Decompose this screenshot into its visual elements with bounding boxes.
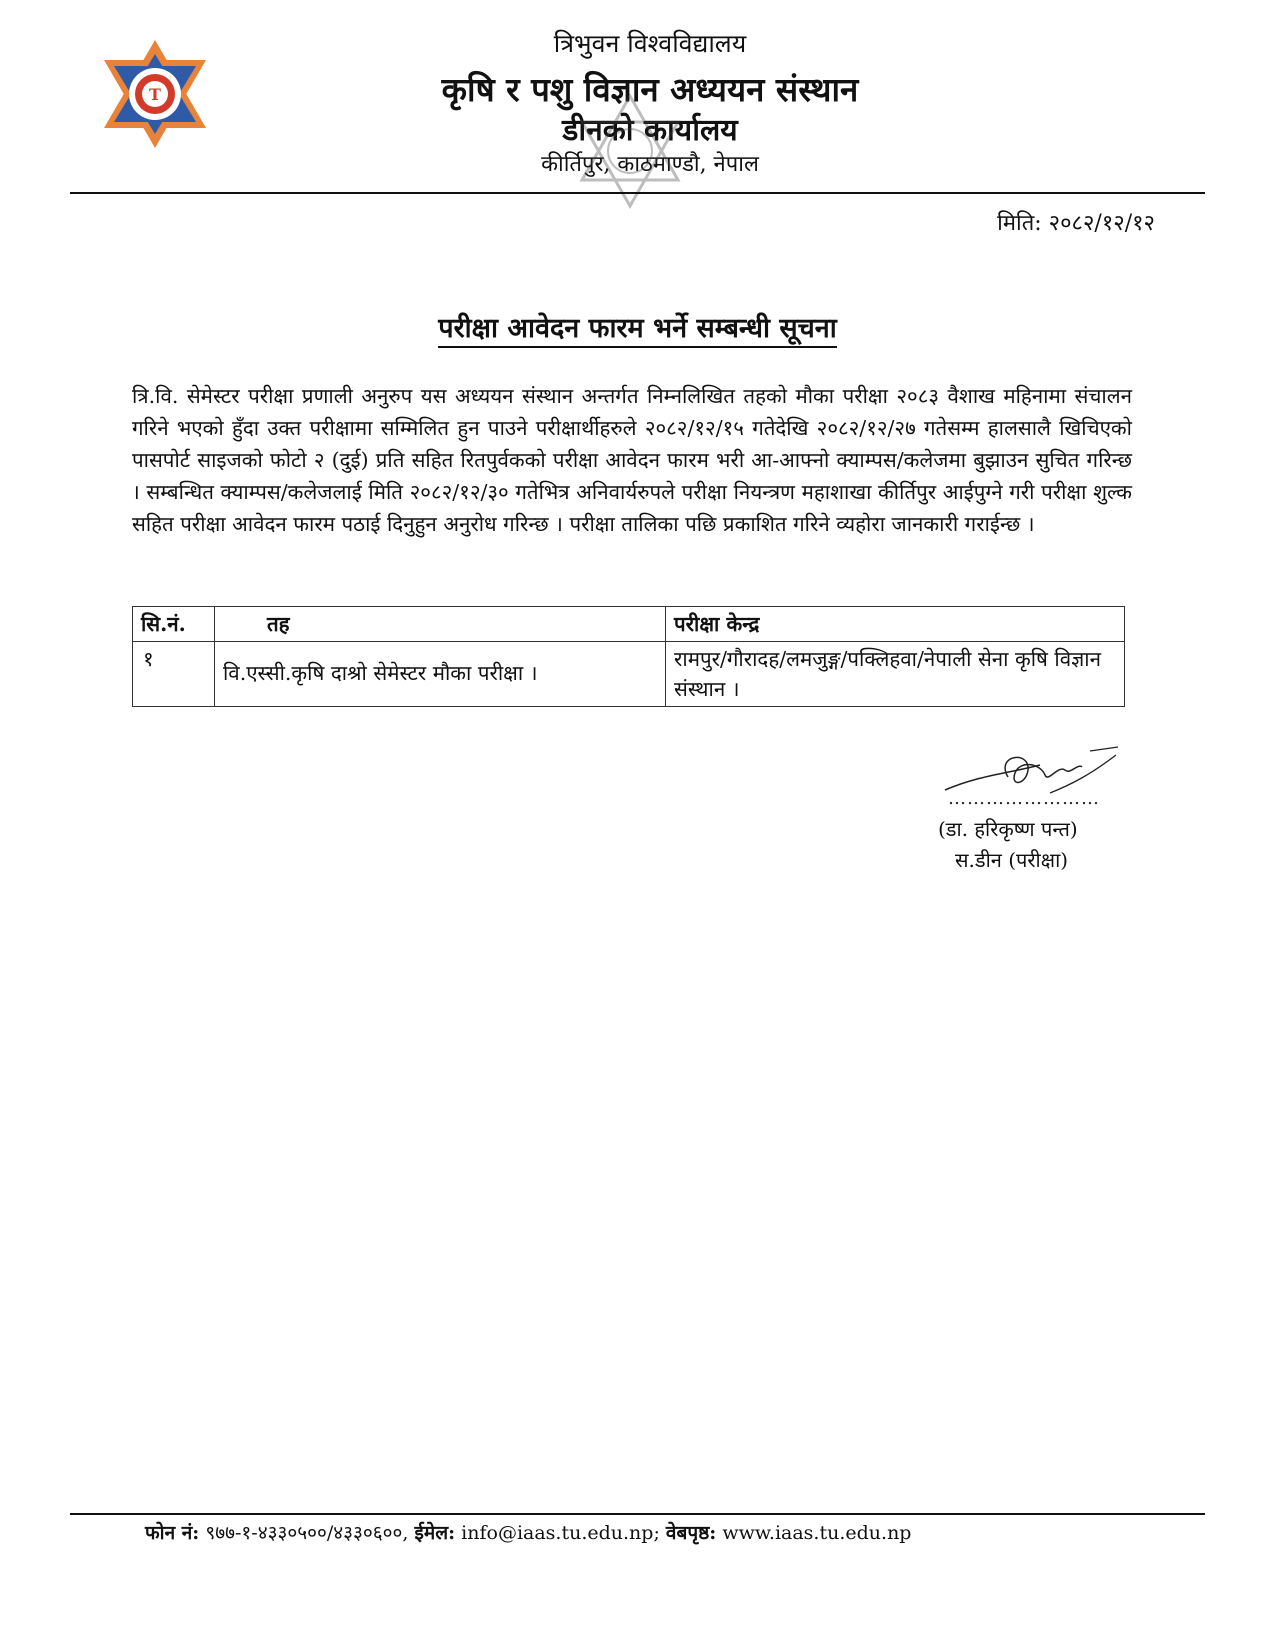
header-exam-center: परीक्षा केन्द्र xyxy=(666,607,1125,642)
header-level: तह xyxy=(215,607,666,642)
website-label: वेबपृष्ठ: xyxy=(665,1522,717,1544)
phone-label: फोन नं: xyxy=(145,1522,200,1544)
institute-name: कृषि र पशु विज्ञान अध्ययन संस्थान xyxy=(441,70,859,109)
svg-text:T: T xyxy=(149,85,161,104)
exam-table xyxy=(132,606,1125,707)
university-name: त्रिभुवन विश्वविद्यालय xyxy=(553,29,747,58)
email-label: ईमेल: xyxy=(414,1522,456,1544)
notice-title-text: परीक्षा आवेदन फारम भर्ने सम्बन्धी सूचना xyxy=(438,313,837,348)
table-header-row xyxy=(133,607,1125,642)
notice-body: त्रि.वि. सेमेस्टर परीक्षा प्रणाली अनुरुप यस अध्ययन संस्थान अन्तर्गत निम्नलिखित तहको मौका परीक्षा २०८३ वैशाख महिनामा संचालन गरिने भएको हुँदा उक्त परीक्षामा सम्मिलित हुन पाउने परीक्षार्थीहरुले २०८२/१२/१५ गतेदेखि २०८२/१२/२७ गतेसम्म हालसालै खिचिएको पासपोर्ट साइजको फोटो २ (दुई) प्रति सहित रितपुर्वकको परीक्षा आवेदन फारम भरी आ-आफ्नो क्याम्पस/कलेजमा बुझाउन सुचित गरिन्छ । सम्बन्धित क्याम्पस/कलेजलाई मिति २०८२/१२/३० गतेभित्र अनिवार्यरुपले परीक्षा नियन्त्रण महाशाखा कीर्तिपुर आईपुग्ने गरी परीक्षा शुल्क सहित परीक्षा आवेदन फारम पठाई दिनुहुन अनुरोध गरिन्छ । परीक्षा तालिका पछि प्रकाशित गरिने व्यहोरा जानकारी गराईन्छ । xyxy=(132,384,1132,536)
footer-contact xyxy=(145,1519,911,1545)
office-address: कीर्तिपुर, काठमाण्डौ, नेपाल xyxy=(541,152,759,177)
header-serial: सि.नं. xyxy=(133,607,215,642)
table-row xyxy=(133,642,1125,707)
signer-title: स.डीन (परीक्षा) xyxy=(955,848,1069,872)
footer-divider xyxy=(70,1513,1205,1515)
office-name: डीनको कार्यालय xyxy=(562,113,738,148)
signer-name: (डा. हरिकृष्ण पन्त) xyxy=(938,817,1078,841)
cell-exam-center: रामपुर/गौरादह/लमजुङ्ग/पक्लिहवा/नेपाली सेना कृषि विज्ञान संस्थान । xyxy=(666,642,1125,707)
notice-title xyxy=(0,308,1275,345)
website-link[interactable]: www.iaas.tu.edu.np xyxy=(722,1522,912,1544)
university-logo xyxy=(100,36,210,151)
cell-serial: १ xyxy=(133,642,215,707)
notice-date: मिति: २०८२/१२/१२ xyxy=(997,211,1155,236)
phone-number: ९७७-१-४३३०५००/४३३०६००, xyxy=(205,1522,409,1544)
header-divider xyxy=(70,192,1205,194)
cell-level: वि.एस्सी.कृषि दाश्रो सेमेस्टर मौका परीक्षा । xyxy=(215,642,666,707)
signature-line: …………………… xyxy=(948,788,1100,809)
office-stamp xyxy=(560,88,700,218)
email-link[interactable]: info@iaas.tu.edu.np; xyxy=(461,1522,660,1544)
